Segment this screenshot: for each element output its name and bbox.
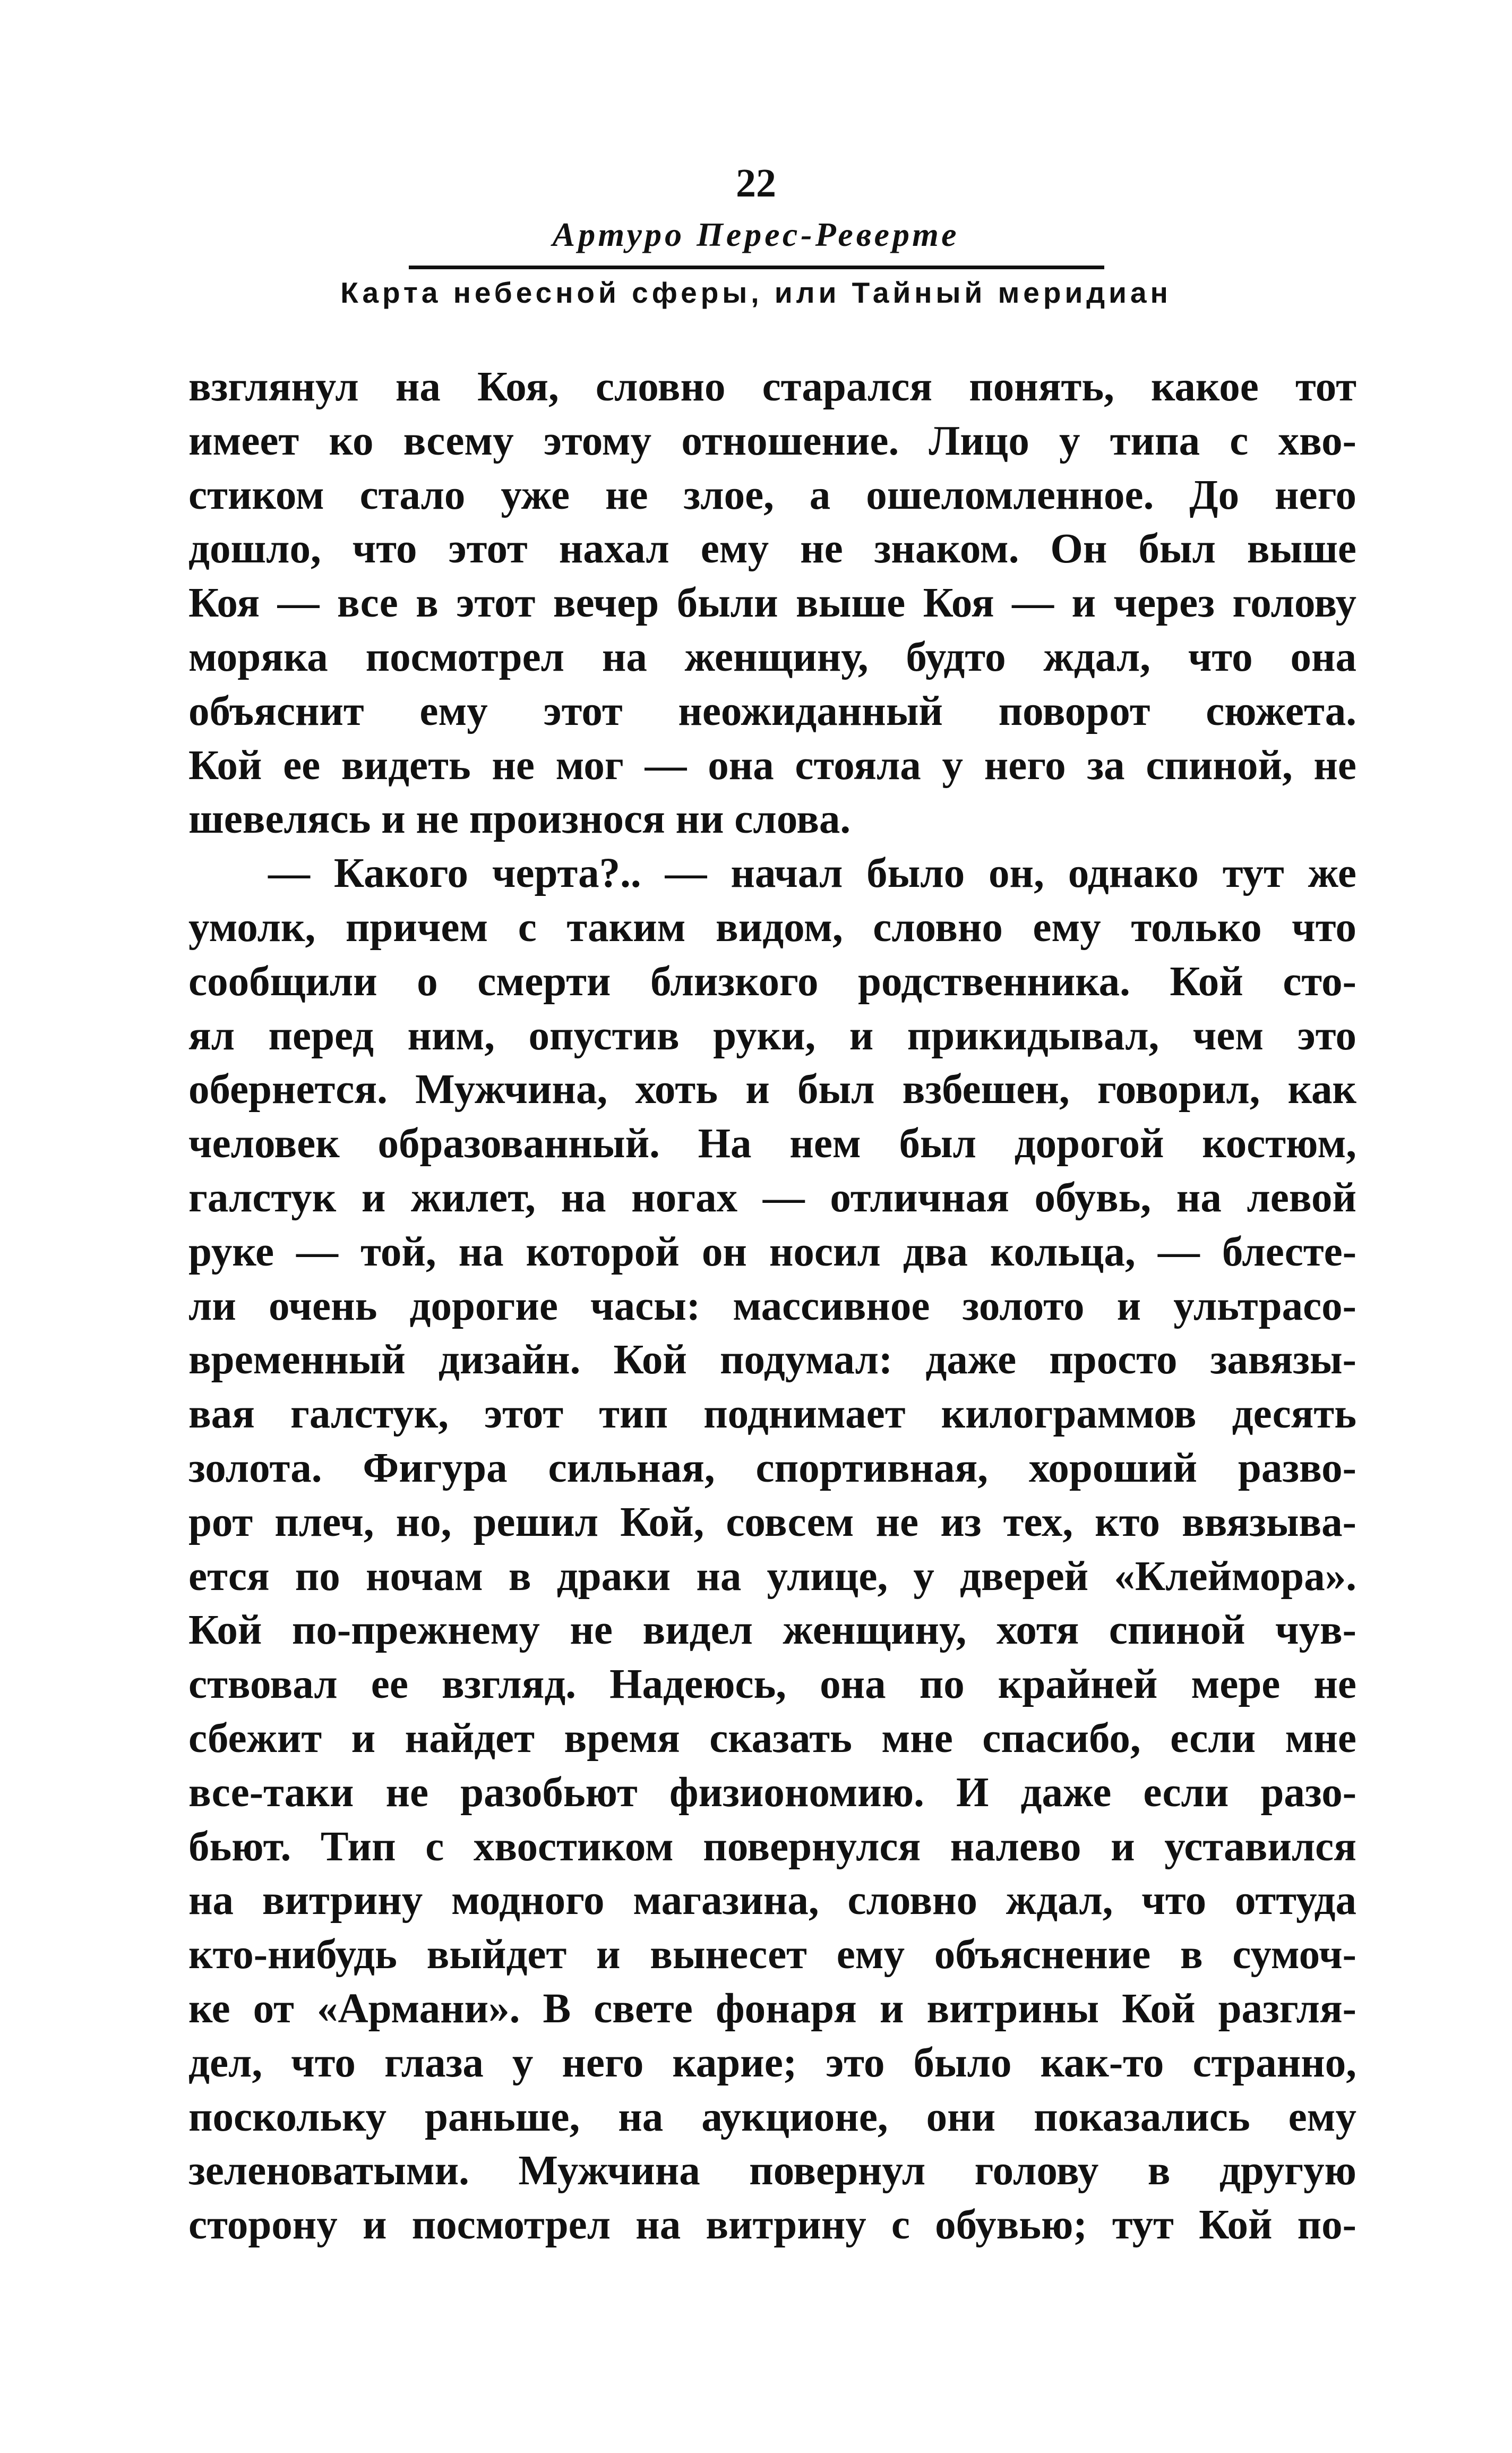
text-line: имеет ко всему этому отношение. Лицо у типа с хво- [188, 417, 1356, 464]
text-line: зеленоватыми. Мужчина повернул голову в другую [188, 2148, 1356, 2194]
text-line: кто-нибудь выйдет и вынесет ему объяснение в сумоч- [188, 1931, 1356, 1978]
paragraph-1 [188, 360, 1356, 847]
text-line: умолк, причем с таким видом, словно ему только что [188, 904, 1356, 951]
text-line: сторону и посмотрел на витрину с обувью; тут Кой по- [188, 2202, 1356, 2249]
text-line: ял перед ним, опустив руки, и прикидывал, чем это [188, 1012, 1356, 1059]
text-line: Кой по-прежнему не видел женщину, хотя спиной чув- [188, 1607, 1356, 1654]
text-line: поскольку раньше, на аукционе, они показались ему [188, 2093, 1356, 2140]
text-line: объяснит ему этот неожиданный поворот сюжета. [188, 688, 1356, 734]
running-header-author: Артуро Перес-Реверте [552, 216, 960, 253]
text-line: дошло, что этот нахал ему не знаком. Он был выше [188, 526, 1356, 572]
body-text [188, 360, 1356, 2252]
text-line: руке — той, на которой он носил два кольца, — блесте- [188, 1228, 1356, 1275]
text-line: рот плеч, но, решил Кой, совсем не из тех, кто ввязыва- [188, 1499, 1356, 1545]
text-line: временный дизайн. Кой подумал: даже просто завязы- [188, 1337, 1356, 1383]
running-header-title: Карта небесной сферы, или Тайный меридиан [340, 276, 1172, 309]
text-line: ется по ночам в драки на улице, у дверей «Клеймора». [188, 1553, 1356, 1600]
text-line: стиком стало уже не злое, а ошеломленное. До него [188, 472, 1356, 518]
text-line: Коя — все в этот вечер были выше Коя — и через голову [188, 580, 1356, 627]
text-line: шевелясь и не произнося ни слова. [188, 796, 851, 843]
text-line: взглянул на Коя, словно старался понять, какое тот [188, 364, 1356, 410]
text-line: дел, что глаза у него карие; это было как-то странно, [188, 2039, 1356, 2086]
paragraph-2 [188, 847, 1356, 2252]
page-number: 22 [736, 161, 776, 206]
text-line: Кой ее видеть не мог — она стояла у него за спиной, не [188, 742, 1356, 789]
text-line: ли очень дорогие часы: массивное золото и ультрасо- [188, 1283, 1356, 1329]
text-line: золота. Фигура сильная, спортивная, хороший разво- [188, 1445, 1356, 1491]
header-divider [409, 266, 1104, 269]
text-line: моряка посмотрел на женщину, будто ждал, что она [188, 634, 1356, 680]
text-line: ке от «Армани». В свете фонаря и витрины Кой разгля- [188, 1985, 1356, 2032]
text-line: на витрину модного магазина, словно ждал, что оттуда [188, 1877, 1356, 1924]
text-line: сообщили о смерти близкого родственника. Кой сто- [188, 958, 1356, 1005]
text-line: вая галстук, этот тип поднимает килограммов десять [188, 1391, 1356, 1438]
text-line: обернется. Мужчина, хоть и был взбешен, говорил, как [188, 1066, 1356, 1113]
text-line: ствовал ее взгляд. Надеюсь, она по крайней мере не [188, 1661, 1356, 1708]
text-line: бьют. Тип с хвостиком повернулся налево и уставился [188, 1823, 1356, 1870]
text-line: — Какого черта?.. — начал было он, однако тут же [268, 850, 1356, 897]
text-line: все-таки не разобьют физиономию. И даже если разо- [188, 1769, 1356, 1816]
text-line: галстук и жилет, на ногах — отличная обувь, на левой [188, 1174, 1356, 1221]
text-line: человек образованный. На нем был дорогой костюм, [188, 1121, 1356, 1167]
text-line: сбежит и найдет время сказать мне спасибо, если мне [188, 1715, 1356, 1762]
